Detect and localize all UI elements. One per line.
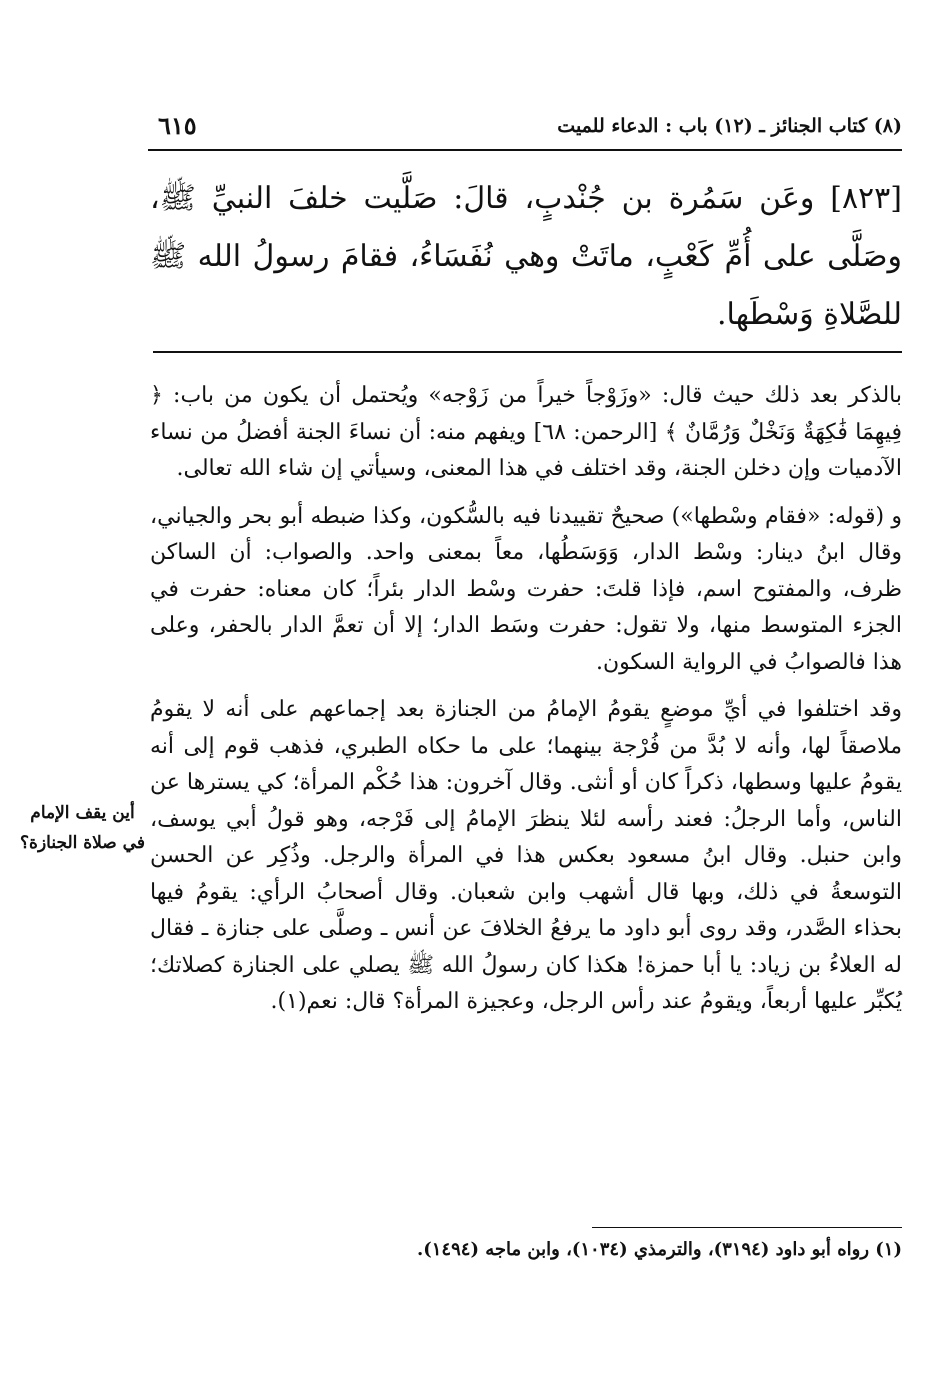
hadith-text: [٨٢٣] وعَن سَمُرة بن جُنْدبٍ، قالَ: صَلَّيت خلفَ النبيِّ ﷺ، وصَلَّى على أُمِّ كَعْبٍ، ماتَتْ وهي نُفَسَاءُ، فقامَ رسولُ الله ﷺ للصَّلاةِ وَسْطَها.: [150, 181, 902, 332]
commentary-paragraph: بالذكر بعد ذلك حيث قال: «وزَوْجاً خيراً من زَوْجه» ويُحتمل أن يكون من باب: ﴿ فِيهِمَا فَٰكِهَةٌ وَنَخْلٌ وَرُمَّانٌ ﴾ [الرحمن: ٦٨] ويفهم منه: أن نساءَ الجنة أفضلُ من نساء الآدميات وإن دخلن الجنة، وقد اختلف في هذا المعنى، وسيأتي إن شاء الله تعالى.: [150, 383, 903, 481]
footnote-divider: [592, 1227, 902, 1228]
commentary: [150, 378, 902, 1021]
footnotes: [150, 1236, 902, 1264]
running-title: (٨) كتاب الجنائز ـ (١٢) باب : الدعاء للميت: [557, 115, 902, 137]
page-number: ٦١٥: [158, 111, 197, 140]
commentary-paragraph: و (قوله: «فقام وسْطها») صحيحٌ تقييدنا فيه بالسُّكون، وكذا ضبطه أبو بحر والجياني، وقال ابنُ دينار: وسْط الدار، وَوَسَطُها، معاً بمعنى واحد. والصواب: أن الساكن ظرف، والمفتوح اسم، فإذا قلتَ: حفرت وسْط الدار بئراً؛ كان معناه: حفرت في الجزء المتوسط منها، ولا تقول: حفرت وسَط الدار؛ إلا أن تعمَّ الدار بالحفر، وعلى هذا فالصوابُ في الرواية السكون.: [150, 503, 902, 675]
hadith-block: [150, 170, 902, 344]
page-header: [148, 105, 902, 151]
section-divider: [153, 351, 902, 353]
margin-note: أين يقف الإمام في صلاة الجنازة؟: [20, 803, 145, 853]
footnote-item: (١) رواه أبو داود (٣١٩٤)، والترمذي (١٠٣٤)، وابن ماجه (١٤٩٤).: [416, 1239, 902, 1260]
commentary-paragraph: وقد اختلفوا في أيِّ موضعٍ يقومُ الإمامُ من الجنازة بعد إجماعهم على أنه لا يقومُ ملاصقاً لها، وأنه لا بُدَّ من فُرْجة بينهما؛ على ما حكاه الطبري، فذهب قوم إلى أنه يقومُ عليها وسطها، ذكراً كان أو أنثى. وقال آخرون: هذا حُكْم المرأة؛ كي يسترها عن الناس، وأما الرجلُ: فعند رأسه لئلا ينظرَ الإمامُ إلى فَرْجه، وهو قولُ أبي يوسف، وابن حنبل. وقال ابنُ مسعود بعكس هذا في المرأة والرجل. وذُكِر عن الحسن التوسعةُ في ذلك، وبها قال أشهب وابن شعبان. وقال أصحابُ الرأي: يقومُ فيها بحذاء الصَّدر، وقد روى أبو داود ما يرفعُ الخلافَ عن أنس ـ وصلَّى على جنازة ـ فقال له العلاءُ بن زياد: يا أبا حمزة! هكذا كان رسولُ الله ﷺ يصلي على الجنازة كصلاتك؛ يُكبِّر عليها أربعاً، ويقومُ عند رأس الرجل، وعجيزة المرأة؟ قال: نعم(١).: [150, 697, 902, 1014]
